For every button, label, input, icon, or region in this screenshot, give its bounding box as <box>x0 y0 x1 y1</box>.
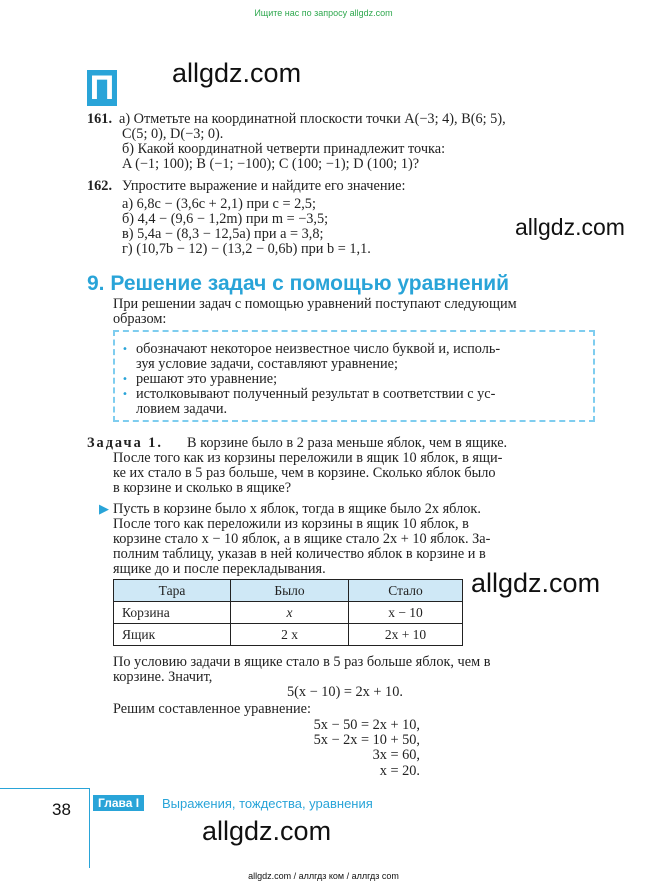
method-step: истолковывают полученный результат в соответствии с ус- <box>136 386 496 402</box>
chapter-title: Выражения, тождества, уравнения <box>162 796 373 811</box>
table-cell: 2x + 10 <box>349 624 463 646</box>
method-step: ловием задачи. <box>136 401 228 417</box>
exercise-number: 162. <box>87 178 113 194</box>
bullet-icon: • <box>122 389 128 400</box>
solution-arrow-icon: ▶ <box>99 502 109 517</box>
solution-line: корзине. Значит, <box>113 669 213 685</box>
table-cell: x − 10 <box>349 602 463 624</box>
exercise-item: в) 5,4a − (8,3 − 12,5a) при a = 3,8; <box>122 226 324 242</box>
bullet-icon: • <box>122 374 128 385</box>
equation-step: 5x − 50 = 2x + 10, <box>313 717 420 733</box>
solution-line: ящике до и после перекладывания. <box>113 561 326 577</box>
apples-table <box>113 579 463 646</box>
watermark: allgdz.com <box>471 568 601 598</box>
table-row <box>114 624 463 646</box>
equation-step: 5x − 2x = 10 + 50, <box>313 732 420 749</box>
method-step: зуя условие задачи, составляют уравнение; <box>136 356 398 372</box>
section-intro: При решении задач с помощью уравнений поступают следующим <box>113 296 517 312</box>
table-cell: x <box>231 602 349 624</box>
footer-divider <box>0 788 89 789</box>
bottom-banner[interactable]: allgdz.com / аллгдз ком / аллгдз com <box>248 871 399 881</box>
table-header: Было <box>231 580 349 602</box>
task-label: Задача 1. <box>87 435 164 451</box>
solution-line: полним таблицу, указав в ней количество яблок в корзине и в <box>113 546 486 562</box>
section-title: 9. Решение задач с помощью уравнений <box>87 272 510 295</box>
task-line: ке их стало в 5 раз больше, чем в корзине. Сколько яблок было <box>113 465 496 481</box>
watermark: allgdz.com <box>172 58 302 88</box>
solution-line: После того как переложили из корзины в ящик 10 яблок, в <box>113 516 469 532</box>
table-cell: Ящик <box>114 624 231 646</box>
table-cell: 2 x <box>231 624 349 646</box>
equation: 5(x − 10) = 2x + 10. <box>287 684 403 700</box>
task-line: в корзине и сколько в ящике? <box>113 480 292 496</box>
exercise-number: 161. <box>87 111 113 127</box>
page-number: 38 <box>52 800 71 819</box>
watermark: allgdz.com <box>515 214 625 240</box>
table-header-row <box>114 580 463 602</box>
equation-step: x = 20. <box>379 762 420 779</box>
solution-line: Решим составленное уравнение: <box>113 701 311 717</box>
table-cell: Корзина <box>114 602 231 624</box>
section-intro: образом: <box>113 311 167 327</box>
exercise-item: а) 6,8c − (3,6c + 2,1) при c = 2,5; <box>122 196 316 212</box>
bullet-icon: • <box>122 344 128 355</box>
task-line: В корзине было в 2 раза меньше яблок, чем в ящике. <box>187 435 508 451</box>
solution-line: По условию задачи в ящике стало в 5 раз больше яблок, чем в <box>113 654 491 670</box>
exercise-item: г) (10,7b − 12) − (13,2 − 0,6b) при b = 1,1. <box>122 241 371 257</box>
watermark: allgdz.com <box>202 816 332 846</box>
table-header: Стало <box>349 580 463 602</box>
exercise-line: C(5; 0), D(−3; 0). <box>122 126 224 142</box>
exercise-item: б) 4,4 − (9,6 − 1,2m) при m = −3,5; <box>122 211 329 227</box>
solution-steps <box>280 718 420 779</box>
exercise-line: A (−1; 100); B (−1; −100); C (100; −1); D (100; 1)? <box>122 156 420 172</box>
solution-line: Пусть в корзине было x яблок, тогда в ящике было 2x яблок. <box>113 501 481 517</box>
task-line: После того как из корзины переложили в ящик 10 яблок, в ящи- <box>113 450 503 466</box>
top-banner[interactable]: Ищите нас по запросу allgdz.com <box>254 8 393 18</box>
equation-step: 3x = 60, <box>372 747 420 764</box>
method-step: решают это уравнение; <box>136 371 278 387</box>
exercise-line: а) Отметьте на координатной плоскости точки A(−3; 4), B(6; 5), <box>119 111 506 127</box>
method-step: обозначают некоторое неизвестное число буквой и, исполь- <box>136 341 501 357</box>
chapter-label: Глава I <box>93 795 144 811</box>
exercise-line: б) Какой координатной четверти принадлежит точка: <box>122 141 446 157</box>
exercise-intro: Упростите выражение и найдите его значение: <box>122 178 406 194</box>
solution-line: корзине стало x − 10 яблок, а в ящике стало 2x + 10 яблок. За- <box>113 531 491 547</box>
table-header: Тара <box>114 580 231 602</box>
footer-divider <box>89 788 90 868</box>
table-row <box>114 602 463 624</box>
practice-badge: П <box>87 70 117 106</box>
